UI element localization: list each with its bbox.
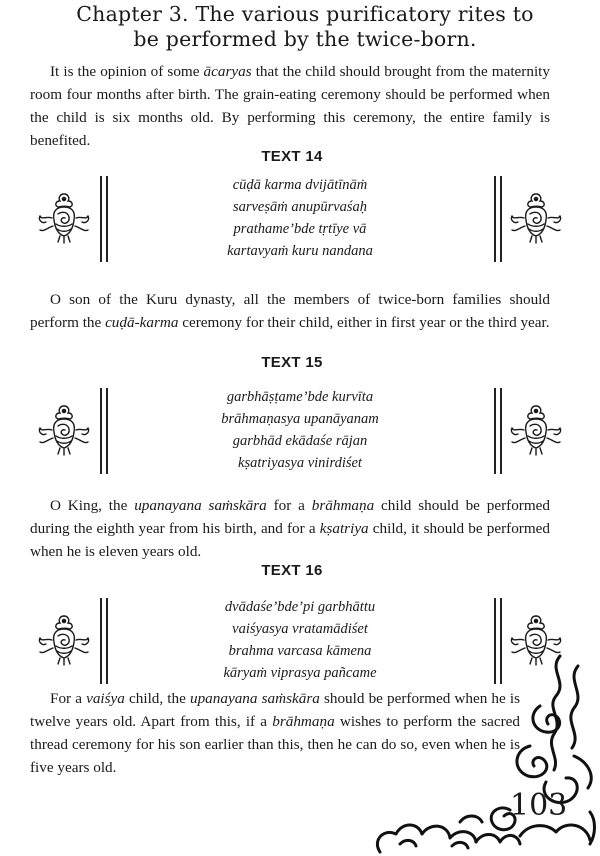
conch-shell-icon (506, 190, 566, 246)
verse-line: kāryaṁ viprasya pañcame (223, 665, 377, 681)
text-16-heading: TEXT 16 (261, 562, 323, 579)
paragraph-text-14: O son of the Kuru dynasty, all the members of twice-born families should perform the cuḍā-karma ceremony for their child, either in first year or the third year. (30, 291, 550, 331)
chapter-title (30, 2, 580, 52)
verse-line: brahma varcasa kāmena (228, 643, 372, 659)
conch-shell-icon (34, 402, 94, 458)
verse-line: brāhmaṇasya upanāyanam (221, 411, 379, 427)
chapter-title-line-1: Chapter 3. The various purificatory rites to (76, 2, 534, 26)
conch-shell-icon (506, 402, 566, 458)
verse-line: kartavyaṁ kuru nandana (227, 243, 373, 259)
verse-divider (106, 176, 108, 262)
text-15-heading: TEXT 15 (261, 354, 323, 371)
paragraph-text-16: For a vaiśya child, the upanayana saṁskāra should be performed when he is twelve years old. Apart from this, if a brāhmaṇa wishes to perform the sacred thread ceremony for his son earlier than this, then he can do so, even when he is five years old. (30, 690, 521, 776)
verse-line: garbhād ekādaśe rājan (232, 433, 368, 449)
conch-shell-icon (34, 612, 94, 668)
conch-shell-icon (34, 190, 94, 246)
verse-divider (500, 176, 502, 262)
verse-divider (106, 388, 108, 474)
verse-line: kṣatriyasya vinirdiśet (238, 455, 362, 471)
verse-line: prathame’bde tṛtīye vā (233, 221, 367, 237)
page-number: 103 (510, 788, 568, 823)
verse-block-15 (30, 384, 570, 478)
paragraph-intro: It is the opinion of some ācaryas that the child should brought from the maternity room four months after birth. The grain-eating ceremony should be performed when the child is six months old. By performing this ceremony, the entire family is benefited. (30, 63, 550, 149)
text-14-heading: TEXT 14 (261, 148, 323, 165)
verse-divider (500, 388, 502, 474)
verse-divider (494, 176, 496, 262)
verse-divider (106, 598, 108, 684)
verse-divider (100, 388, 102, 474)
verse-line: dvādaśe’bde’pi garbhāttu (224, 599, 376, 615)
verse-divider (494, 388, 496, 474)
cloud-scroll-ornament (360, 636, 600, 856)
chapter-title-line-2: be performed by the twice-born. (133, 27, 477, 51)
verse-line: sarveṣāṁ anupūrvaśaḥ (232, 199, 368, 215)
verse-line: garbhāṣṭame’bde kurvīta (226, 389, 374, 405)
verse-line: cūḍā karma dvijātīnāṁ (232, 177, 368, 193)
verse-block-14 (30, 172, 570, 266)
verse-divider (100, 598, 102, 684)
verse-line: vaiśyasya vratamādiśet (232, 621, 368, 637)
verse-text-15 (130, 386, 470, 474)
verse-text-14 (130, 174, 470, 262)
verse-divider (100, 176, 102, 262)
paragraph-text-15: O King, the upanayana saṁskāra for a brāhmaṇa child should be performed during the eighth year from his birth, and for a kṣatriya child, it should be performed when he is eleven years old. (30, 497, 551, 560)
